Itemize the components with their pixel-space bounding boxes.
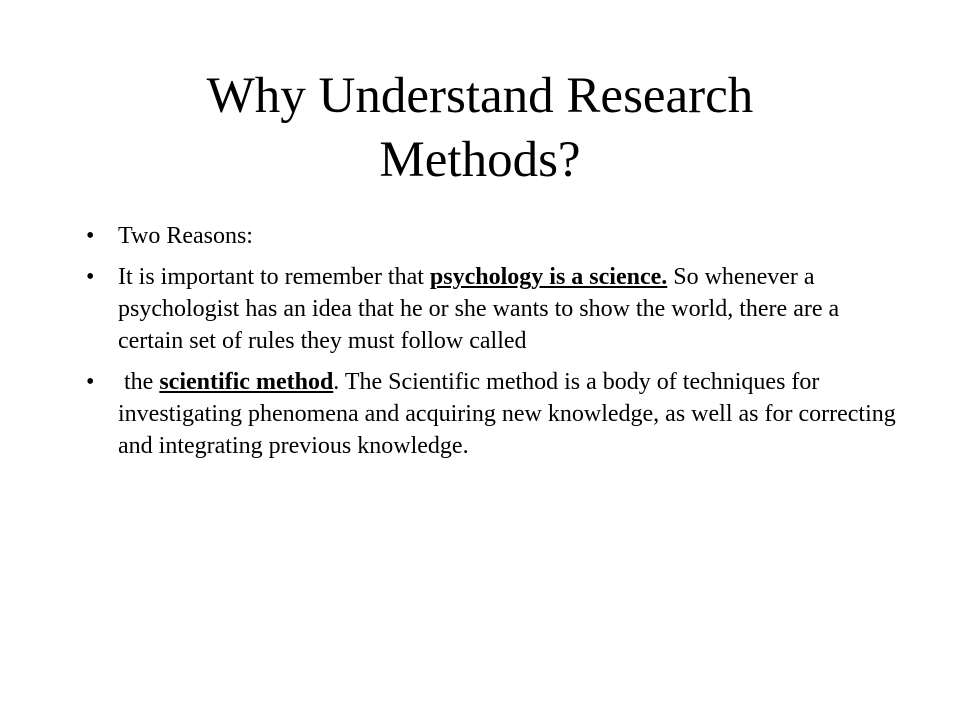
emphasis-psychology-is-a-science: psychology is a science.	[429, 264, 668, 290]
bullet-list	[80, 220, 900, 471]
bullet-text-post: So whenever a psychologist has an idea that he or she wants to show the world, there are a certain set of rules they must follow called	[118, 264, 840, 354]
slide-title-line-1: Why Understand Research	[206, 68, 754, 124]
bullet-text-pre: It is important to remember that	[118, 264, 430, 290]
slide-title-line-2: Methods?	[379, 132, 581, 188]
slide-title	[80, 64, 880, 192]
bullet-psychology-science	[80, 261, 900, 357]
bullet-text-pre: the	[118, 369, 160, 395]
bullet-scientific-method	[80, 366, 900, 462]
emphasis-scientific-method: scientific method	[159, 369, 334, 395]
bullet-text: Two Reasons:	[118, 223, 253, 249]
bullet-two-reasons	[80, 220, 900, 252]
bullet-text-post: . The Scientific method is a body of techniques for investigating phenomena and acquiring new knowledge, as well as for correcting and integrating previous knowledge.	[118, 369, 896, 459]
